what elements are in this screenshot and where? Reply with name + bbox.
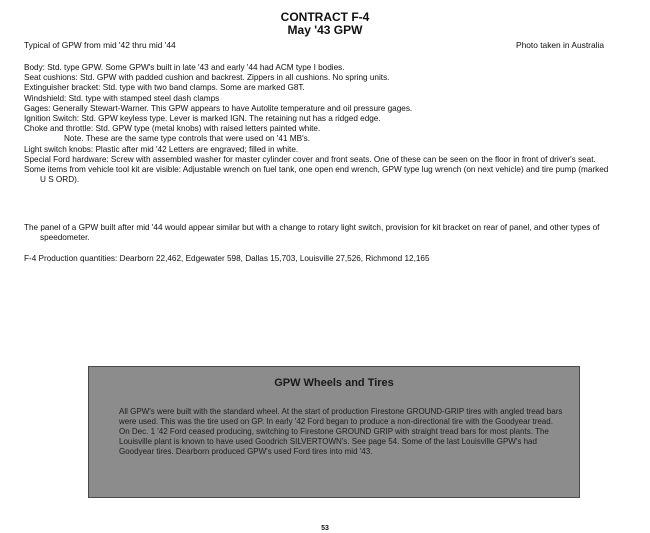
spec-light-switch-knobs: Light switch knobs: Plastic after mid '42 Letters are engraved; filled in white. (24, 144, 299, 154)
spec-body: Body: Std. type GPW. Some GPW's built in late '43 and early '44 had ACM type I bodies. (24, 63, 345, 72)
sidebar-title: GPW Wheels and Tires (274, 377, 394, 389)
typical-note: Typical of GPW from mid '42 thru mid '44 (24, 40, 176, 50)
production-quantities: F-4 Production quantities: Dearborn 22,462, Edgewater 598, Dallas 15,703, Louisville 27,526, Richmond 12,165 (24, 254, 430, 263)
wheels-tires-sidebar (88, 366, 580, 498)
spec-gages: Gages: Generally Stewart-Warner. This GPW appears to have Autolite temperature and oil pressure gages. (24, 103, 413, 113)
spec-ignition-switch: Ignition Switch: Std. GPW keyless type. Lever is marked IGN. The retaining nut has a ridged edge. (24, 114, 381, 124)
spec-list (24, 63, 609, 185)
spec-tool-kit: Some items from vehicle tool kit are visible: Adjustable wrench on fuel tank, one open end wrench, GPW type lug wrench (on next vehicle) and tire pump (marked U S ORD). (24, 165, 609, 185)
spec-windshield: Windshield: Std. type with stamped steel dash clamps (24, 93, 220, 103)
panel-paragraph: The panel of a GPW built after mid '44 would appear similar but with a change to rotary light switch, provision for kit bracket on rear of panel, and other types of speedometer. (24, 223, 600, 243)
page-number: 53 (321, 525, 329, 532)
page-subtitle: May '43 GPW (287, 23, 363, 37)
spec-choke-throttle: Choke and throttle: Std. GPW type (metal knobs) with raised letters painted white. (24, 124, 321, 134)
spec-note: Note. These are the same type controls that were used on '41 MB's. (64, 134, 311, 144)
sidebar-body: All GPW's were built with the standard wheel. At the start of production Firestone GROUND-GRIP tires with angled tread bars were used. This was the tire used on GP. In early '42 Ford began to produce a non-directional tire with the Goodyear tread. On Dec. 1 '42 Ford ceased producing, switching to Firestone GROUND GRIP with straight tread bars for most plants. The Louisville plant is known to have used Goodrich SILVERTOWN's. See page 54. Some of the last Louisville GPW's had Goodyear tires. Dearborn produced GPW's used Ford tires into mid '43. (119, 407, 563, 456)
spec-extinguisher-bracket: Extinguisher bracket: Std. type with two band clamps. Some are marked G8T. (24, 83, 305, 93)
photo-note: Photo taken in Australia (516, 40, 604, 50)
page-title: CONTRACT F-4 (280, 10, 370, 24)
spec-seat-cushions: Seat cushions: Std. GPW with padded cushion and backrest. Zippers in all cushions. No spring units. (24, 73, 390, 83)
spec-special-hardware: Special Ford hardware: Screw with assembled washer for master cylinder cover and front seats. One of these can be seen on the floor in front of driver's seat. (24, 154, 596, 164)
